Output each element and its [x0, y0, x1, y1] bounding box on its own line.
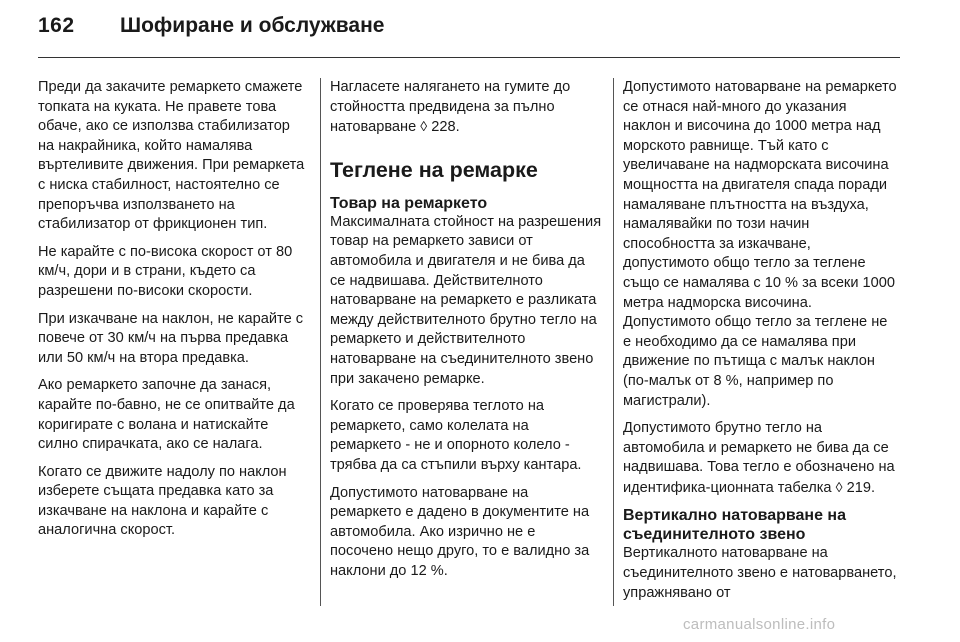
subsection-title: Вертикално натоварване на съединителното звено [623, 507, 846, 544]
header-divider [38, 57, 900, 58]
paragraph: Не карайте с по-висока скорост от 80 км/ч, дори и в страни, където са разрешени по-високи скорости. [38, 243, 293, 299]
column-divider-2 [613, 78, 614, 606]
page-title: Шофиране и обслужване [120, 14, 385, 37]
paragraph: Допустимото натоварване на ремаркето е дадено в документите на автомобила. Ако изрично не е посочено нещо друго, то е валидно за наклони до 12 %. [330, 484, 590, 579]
paragraph: Когато се проверява теглото на ремаркето, само колелата на ремаркето - не и опорното колело - трябва да са стъпили върху кантара. [330, 398, 582, 473]
watermark: carmanualsonline.info [683, 616, 836, 633]
subsection-title: Товар на ремаркето [330, 194, 488, 212]
column-3 [623, 78, 898, 611]
reference-arrow-icon: ◊ [835, 478, 843, 495]
page-reference[interactable]: 228. [431, 119, 460, 136]
paragraph [623, 419, 898, 498]
paragraph: Максималната стойност на разрешения товар на ремаркето зависи от автомобила и двигателя и не бива да се надвишава. Действителното натоварване на ремаркето е разликата между действителното брутно тегло на ремаркето и действителното натоварване на съединителното звено при закачено ремарке. [330, 213, 602, 387]
paragraph-text: Допустимото брутно тегло на автомобила и ремаркето не бива да се надвишава. Това тегло е обозначено на идентифика-ционната табелка [623, 420, 895, 496]
column-2 [330, 78, 602, 589]
reference-arrow-icon: ◊ [420, 118, 428, 135]
paragraph: Ако ремаркето започне да занася, карайте по-бавно, не се опитвайте да коригирате с волана и натискайте силно спирачката, ако се налага. [38, 377, 295, 453]
column-1 [38, 78, 308, 549]
intro-paragraph [330, 78, 602, 138]
section-title: Теглене на ремарке [330, 157, 538, 182]
column-divider-1 [320, 78, 321, 606]
page-reference[interactable]: 219. [846, 479, 876, 496]
paragraph: Когато се движите надолу по наклон изберете същата предавка като за изкачване на наклона и карайте с аналогична скорост. [38, 463, 287, 539]
paragraph: Вертикалното натоварване на съединителното звено е натоварването, упражнявано от [623, 545, 897, 601]
page-header [0, 0, 960, 58]
page-number: 162 [38, 14, 75, 37]
paragraph: Допустимото натоварване на ремаркето се отнася най-много до указания наклон и височина до 1000 метра над морското равнище. Тъй като с увеличаване на надморската височина мощността на двигателя спада поради намаляване плътността на въздуха, намалявайки по този начин способността за изкачване, допустимото общо тегло за теглене също се намалява с 10 % за всеки 1000 метра надморска височина. Допустимото общо тегло за теглене не е необходимо да се намалява при движение по пътища с малък наклон (по-малък от 8 %, например по магистрали). [623, 79, 897, 409]
paragraph: Преди да закачите ремаркето смажете топката на куката. Не правете това обаче, ако се използва стабилизатор на накрайника, който намалява въртеливите движения. При ремаркета с ниска стабилност, настоятелно се препоръчва използването на стабилизатор от фрикционен тип. [38, 79, 305, 233]
paragraph: При изкачване на наклон, не карайте с повече от 30 км/ч на първа предавка или 50 км/ч на втора предавка. [38, 310, 304, 366]
intro-text: Нагласете налягането на гумите до стойността предвидена за пълно натоварване [330, 79, 571, 136]
